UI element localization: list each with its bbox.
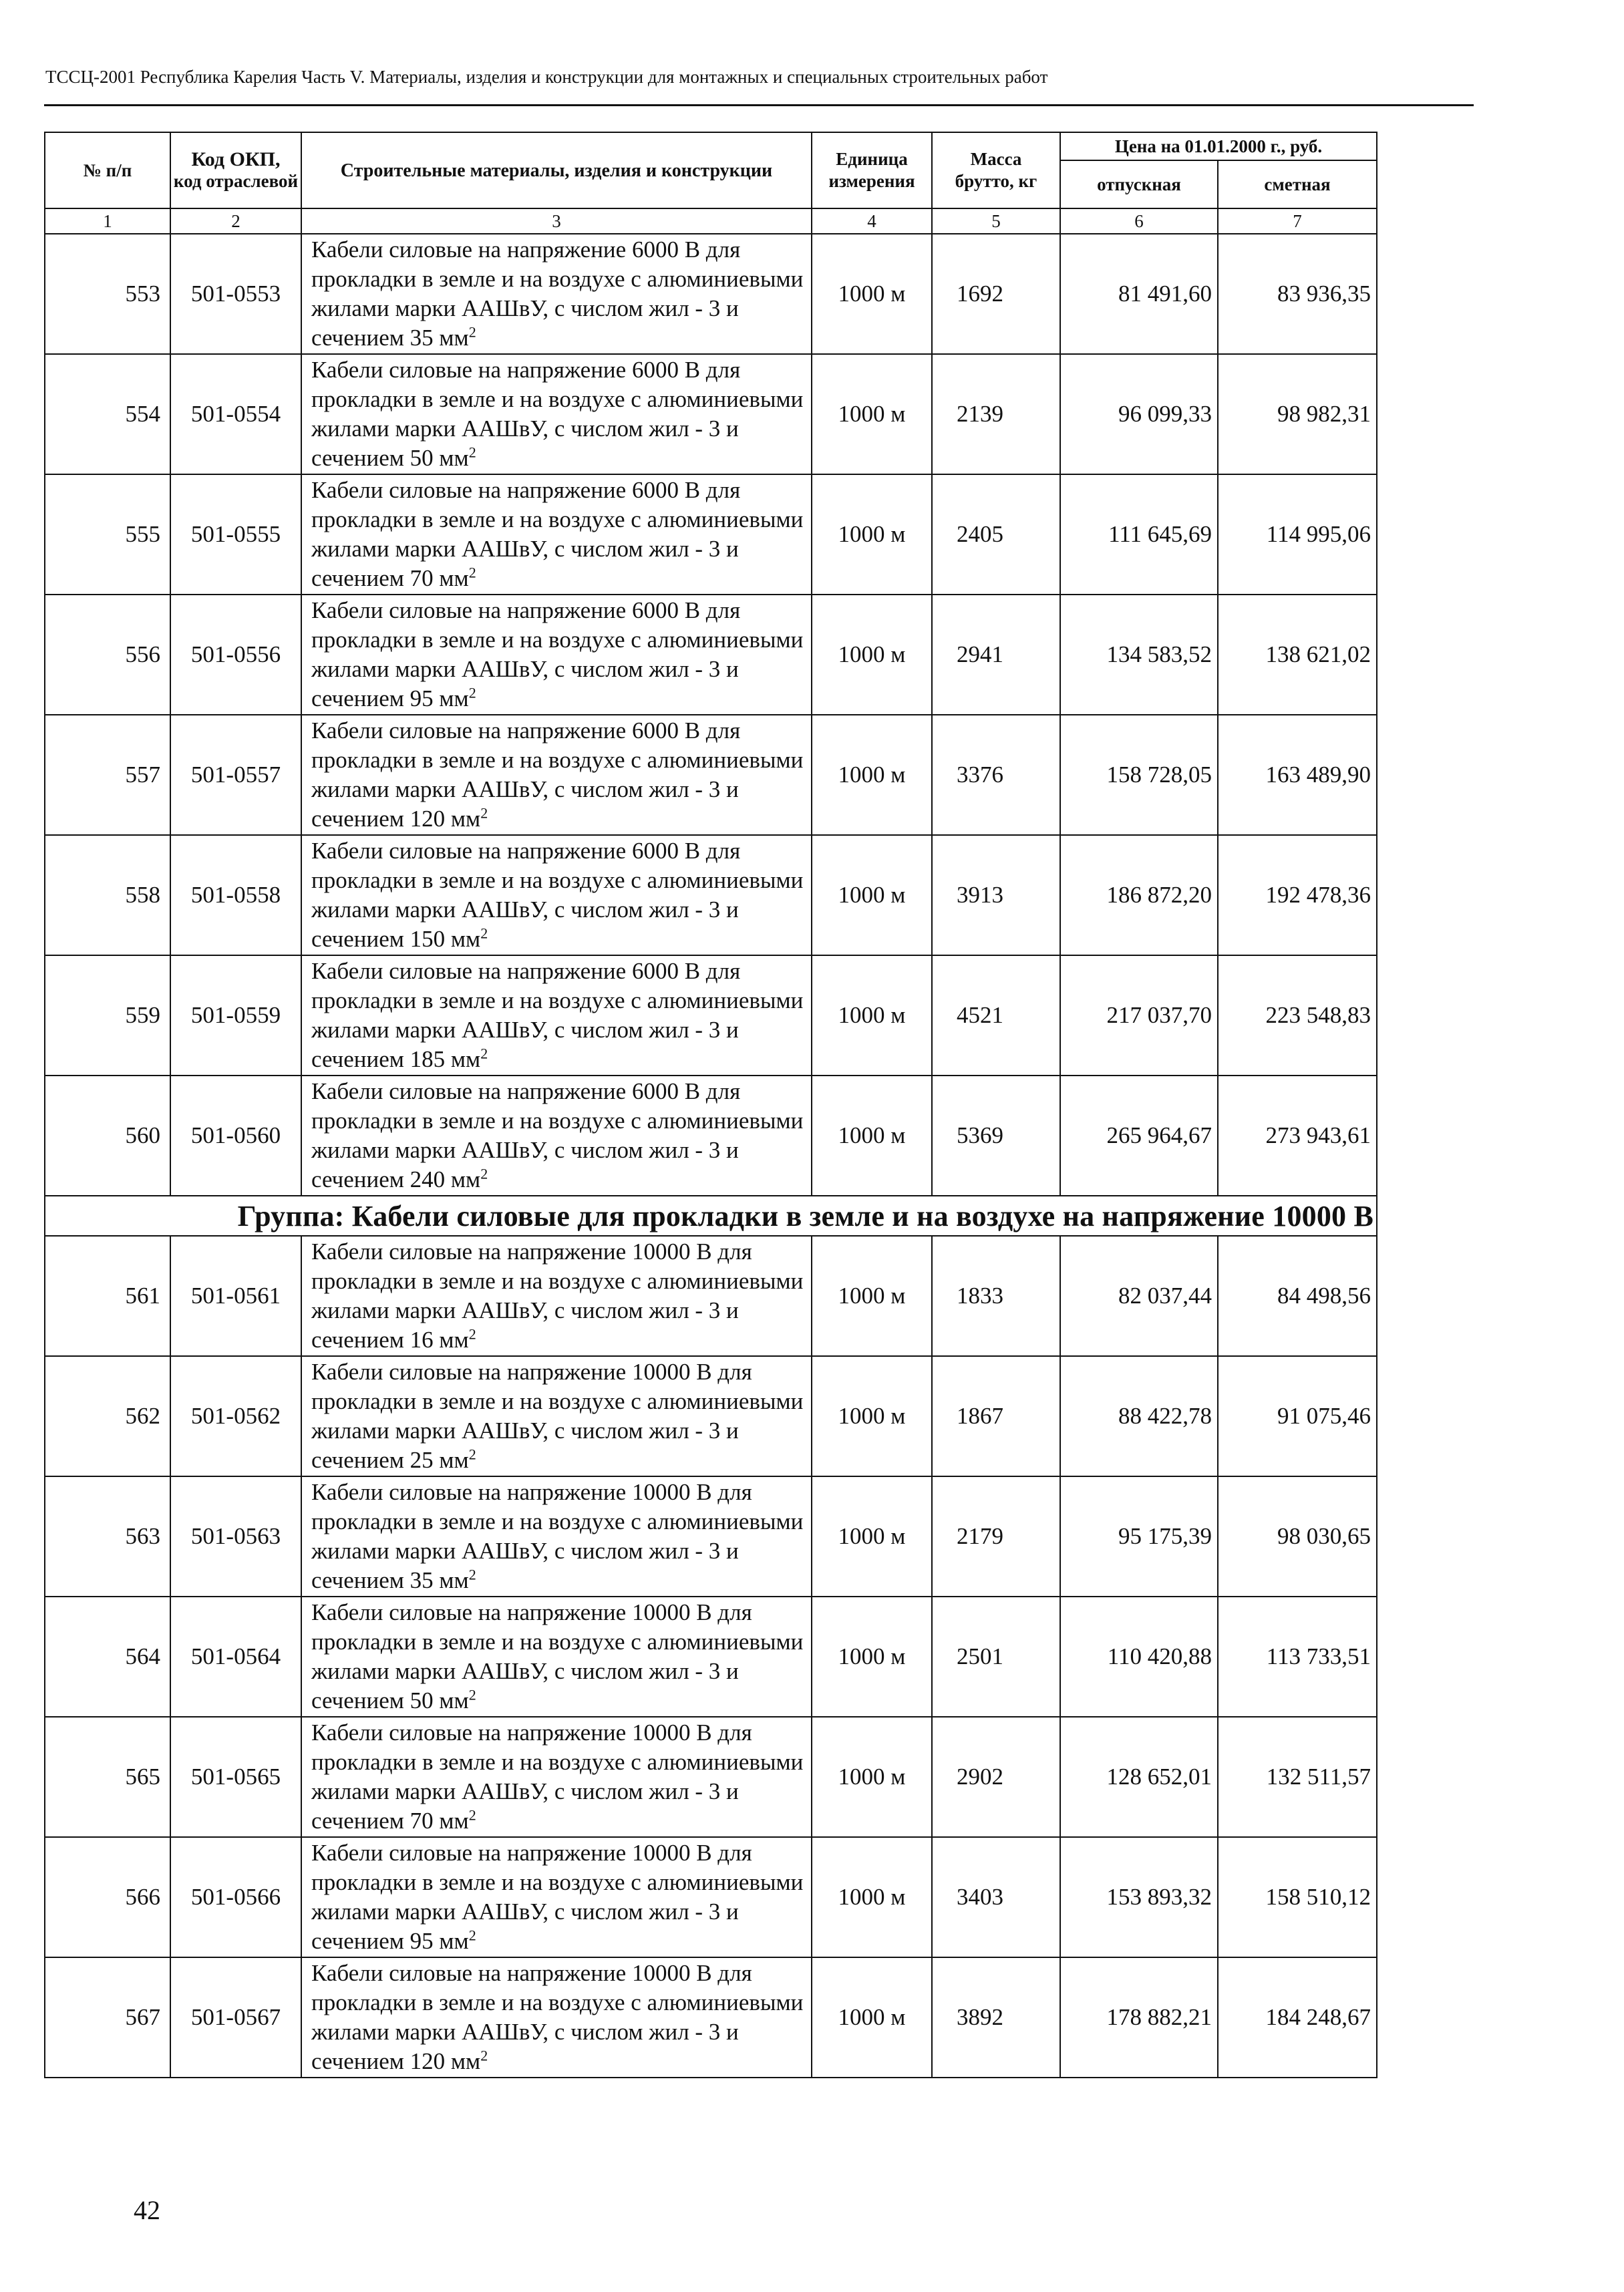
row-description-text: Кабели силовые на напряжение 6000 В для прокладки в земле и на воздухе с алюминиевыми жилами марки ААШвУ, с числом жил - 3 и сечением 240 мм [311,1078,804,1192]
table-row [45,354,1377,474]
row-unit: 1000 м [812,835,932,955]
row-price-estimate: 84 498,56 [1218,1236,1377,1356]
row-price-release: 153 893,32 [1060,1837,1218,1957]
row-unit: 1000 м [812,354,932,474]
row-price-release: 178 882,21 [1060,1957,1218,2078]
row-description [301,1076,812,1196]
row-okp-code: 501-0553 [170,234,301,354]
row-description-text: Кабели силовые на напряжение 6000 В для прокладки в земле и на воздухе с алюминиевыми жилами марки ААШвУ, с числом жил - 3 и сечением 150 мм [311,838,804,952]
row-number: 554 [45,354,170,474]
row-mass: 5369 [932,1076,1060,1196]
row-price-release: 82 037,44 [1060,1236,1218,1356]
rows-after-group [45,1236,1377,2078]
header-price-release: отпускная [1060,160,1218,208]
row-okp-code: 501-0556 [170,595,301,715]
row-price-estimate: 273 943,61 [1218,1076,1377,1196]
row-unit: 1000 м [812,234,932,354]
column-number: 1 [45,208,170,234]
row-number: 565 [45,1717,170,1837]
row-okp-code: 501-0554 [170,354,301,474]
row-price-estimate: 163 489,90 [1218,715,1377,835]
column-number: 3 [301,208,812,234]
row-okp-code: 501-0567 [170,1957,301,2078]
unit-superscript: 2 [468,684,476,701]
row-mass: 3913 [932,835,1060,955]
column-numbers-row [45,208,1377,234]
header-rule [44,104,1474,106]
row-price-release: 81 491,60 [1060,234,1218,354]
row-number: 564 [45,1597,170,1717]
row-mass: 3376 [932,715,1060,835]
row-unit: 1000 м [812,1356,932,1476]
table-row [45,1236,1377,1356]
row-price-release: 158 728,05 [1060,715,1218,835]
row-number: 567 [45,1957,170,2078]
row-number: 559 [45,955,170,1076]
unit-superscript: 2 [480,2047,488,2064]
row-description-text: Кабели силовые на напряжение 10000 В для прокладки в земле и на воздухе с алюминиевыми жилами марки ААШвУ, с числом жил - 3 и сечением 50 мм [311,1599,804,1713]
row-price-release: 111 645,69 [1060,474,1218,595]
row-mass: 2139 [932,354,1060,474]
table-row [45,1356,1377,1476]
row-price-release: 186 872,20 [1060,835,1218,955]
row-price-estimate: 223 548,83 [1218,955,1377,1076]
row-mass: 3892 [932,1957,1060,2078]
row-price-release: 134 583,52 [1060,595,1218,715]
table-row [45,595,1377,715]
unit-superscript: 2 [468,1566,476,1583]
row-number: 563 [45,1476,170,1597]
row-description [301,234,812,354]
row-price-estimate: 138 621,02 [1218,595,1377,715]
table-row [45,955,1377,1076]
row-description [301,1957,812,2078]
row-description-text: Кабели силовые на напряжение 10000 В для прокладки в земле и на воздухе с алюминиевыми жилами марки ААШвУ, с числом жил - 3 и сечением 95 мм [311,1840,804,1954]
row-price-estimate: 98 982,31 [1218,354,1377,474]
row-description-text: Кабели силовые на напряжение 6000 В для прокладки в земле и на воздухе с алюминиевыми жилами марки ААШвУ, с числом жил - 3 и сечением 70 мм [311,477,804,591]
row-okp-code: 501-0564 [170,1597,301,1717]
header-okp-top: Код ОКП, [191,148,281,170]
unit-superscript: 2 [480,1165,488,1182]
row-mass: 2405 [932,474,1060,595]
row-unit: 1000 м [812,1076,932,1196]
row-mass: 3403 [932,1837,1060,1957]
header-price-estimate: сметная [1218,160,1377,208]
row-unit: 1000 м [812,1957,932,2078]
row-mass: 2501 [932,1597,1060,1717]
unit-superscript: 2 [468,1446,476,1463]
row-price-estimate: 83 936,35 [1218,234,1377,354]
row-description-text: Кабели силовые на напряжение 6000 В для прокладки в земле и на воздухе с алюминиевыми жилами марки ААШвУ, с числом жил - 3 и сечением 120 мм [311,717,804,832]
row-price-release: 95 175,39 [1060,1476,1218,1597]
row-description [301,1837,812,1957]
row-price-release: 96 099,33 [1060,354,1218,474]
row-unit: 1000 м [812,1717,932,1837]
row-number: 560 [45,1076,170,1196]
table-row [45,474,1377,595]
row-price-estimate: 184 248,67 [1218,1957,1377,2078]
unit-superscript: 2 [468,1927,476,1944]
table-row [45,1837,1377,1957]
row-description-text: Кабели силовые на напряжение 10000 В для прокладки в земле и на воздухе с алюминиевыми жилами марки ААШвУ, с числом жил - 3 и сечением 70 мм [311,1720,804,1834]
unit-superscript: 2 [480,804,488,822]
row-price-estimate: 114 995,06 [1218,474,1377,595]
row-description [301,955,812,1076]
row-mass: 4521 [932,955,1060,1076]
header-price-group: Цена на 01.01.2000 г., руб. [1060,132,1377,160]
header-okp-bottom: код отраслевой [173,171,299,191]
row-number: 561 [45,1236,170,1356]
row-unit: 1000 м [812,1236,932,1356]
row-unit: 1000 м [812,955,932,1076]
row-description [301,1597,812,1717]
row-price-estimate: 91 075,46 [1218,1356,1377,1476]
row-description-text: Кабели силовые на напряжение 6000 В для прокладки в земле и на воздухе с алюминиевыми жилами марки ААШвУ, с числом жил - 3 и сечением 185 мм [311,958,804,1072]
unit-superscript: 2 [468,444,476,461]
table-row [45,1957,1377,2078]
column-number: 6 [1060,208,1218,234]
unit-superscript: 2 [468,1325,476,1343]
row-okp-code: 501-0558 [170,835,301,955]
row-okp-code: 501-0559 [170,955,301,1076]
row-description [301,1236,812,1356]
header-unit: Единица измерения [812,132,932,208]
group-title: Группа: Кабели силовые для прокладки в земле и на воздухе на напряжение 10000 В [45,1196,1377,1236]
row-unit: 1000 м [812,595,932,715]
row-mass: 2902 [932,1717,1060,1837]
row-description-text: Кабели силовые на напряжение 10000 В для прокладки в земле и на воздухе с алюминиевыми жилами марки ААШвУ, с числом жил - 3 и сечением 16 мм [311,1239,804,1353]
row-price-estimate: 132 511,57 [1218,1717,1377,1837]
unit-superscript: 2 [468,1686,476,1703]
table-row [45,234,1377,354]
row-number: 556 [45,595,170,715]
header-name: Строительные материалы, изделия и конструкции [301,132,812,208]
row-description-text: Кабели силовые на напряжение 10000 В для прокладки в земле и на воздухе с алюминиевыми жилами марки ААШвУ, с числом жил - 3 и сечением 35 мм [311,1479,804,1593]
row-unit: 1000 м [812,1597,932,1717]
row-number: 562 [45,1356,170,1476]
row-unit: 1000 м [812,715,932,835]
row-description-text: Кабели силовые на напряжение 10000 В для прокладки в земле и на воздухе с алюминиевыми жилами марки ААШвУ, с числом жил - 3 и сечением 120 мм [311,1960,804,2074]
row-mass: 1692 [932,234,1060,354]
row-price-estimate: 98 030,65 [1218,1476,1377,1597]
column-number: 2 [170,208,301,234]
row-okp-code: 501-0565 [170,1717,301,1837]
row-mass: 2179 [932,1476,1060,1597]
row-number: 566 [45,1837,170,1957]
row-number: 555 [45,474,170,595]
row-okp-code: 501-0562 [170,1356,301,1476]
row-description [301,474,812,595]
row-description [301,715,812,835]
row-price-release: 88 422,78 [1060,1356,1218,1476]
row-description-text: Кабели силовые на напряжение 6000 В для прокладки в земле и на воздухе с алюминиевыми жилами марки ААШвУ, с числом жил - 3 и сечением 95 мм [311,597,804,711]
row-description-text: Кабели силовые на напряжение 6000 В для прокладки в земле и на воздухе с алюминиевыми жилами марки ААШвУ, с числом жил - 3 и сечением 50 мм [311,357,804,471]
table-row [45,1476,1377,1597]
unit-superscript: 2 [468,564,476,581]
table-row [45,1076,1377,1196]
table-row [45,1597,1377,1717]
row-price-estimate: 158 510,12 [1218,1837,1377,1957]
row-description [301,1356,812,1476]
row-description-text: Кабели силовые на напряжение 10000 В для прокладки в земле и на воздухе с алюминиевыми жилами марки ААШвУ, с числом жил - 3 и сечением 25 мм [311,1359,804,1473]
row-mass: 2941 [932,595,1060,715]
row-unit: 1000 м [812,1476,932,1597]
header-mass: Масса брутто, кг [932,132,1060,208]
row-number: 553 [45,234,170,354]
table-row [45,1717,1377,1837]
unit-superscript: 2 [468,1806,476,1824]
column-number: 4 [812,208,932,234]
row-price-estimate: 192 478,36 [1218,835,1377,955]
unit-superscript: 2 [468,323,476,341]
row-mass: 1833 [932,1236,1060,1356]
running-header: ТССЦ-2001 Республика Карелия Часть V. Материалы, изделия и конструкции для монтажных и специальных строительных работ [45,67,1048,87]
row-number: 557 [45,715,170,835]
group-row [45,1196,1377,1236]
rows-before-group [45,234,1377,1196]
row-description [301,595,812,715]
header-num: № п/п [45,132,170,208]
row-description [301,835,812,955]
row-description [301,1476,812,1597]
row-price-release: 265 964,67 [1060,1076,1218,1196]
row-price-release: 217 037,70 [1060,955,1218,1076]
row-price-estimate: 113 733,51 [1218,1597,1377,1717]
row-okp-code: 501-0557 [170,715,301,835]
row-description-text: Кабели силовые на напряжение 6000 В для прокладки в земле и на воздухе с алюминиевыми жилами марки ААШвУ, с числом жил - 3 и сечением 35 мм [311,236,804,351]
table-row [45,715,1377,835]
row-unit: 1000 м [812,474,932,595]
row-unit: 1000 м [812,1837,932,1957]
row-price-release: 128 652,01 [1060,1717,1218,1837]
column-number: 5 [932,208,1060,234]
row-description [301,1717,812,1837]
row-mass: 1867 [932,1356,1060,1476]
unit-superscript: 2 [480,925,488,942]
row-okp-code: 501-0566 [170,1837,301,1957]
row-okp-code: 501-0560 [170,1076,301,1196]
price-table [44,132,1377,2078]
table-row [45,835,1377,955]
row-okp-code: 501-0563 [170,1476,301,1597]
page-number: 42 [134,2195,160,2225]
row-price-release: 110 420,88 [1060,1597,1218,1717]
column-number: 7 [1218,208,1377,234]
header-okp [170,132,301,208]
row-okp-code: 501-0555 [170,474,301,595]
row-number: 558 [45,835,170,955]
row-description [301,354,812,474]
row-okp-code: 501-0561 [170,1236,301,1356]
unit-superscript: 2 [480,1045,488,1062]
